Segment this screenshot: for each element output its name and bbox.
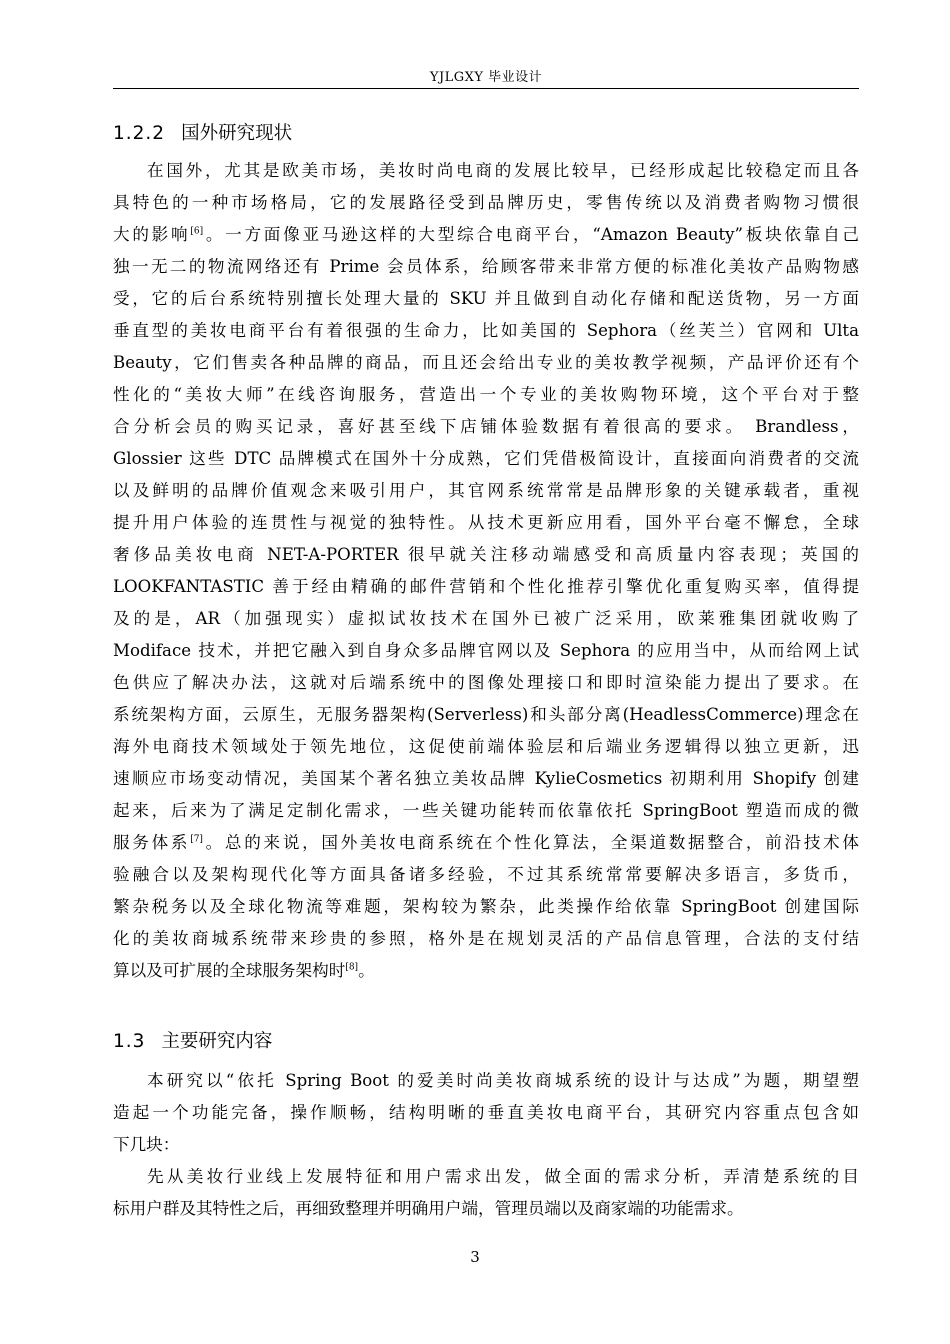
text-run: 具特色的一种市场格局，它的发展路径受到品牌历史，零售传统以及消费者购物习惯很 (113, 193, 859, 212)
text-run: 算以及可扩展的全球服务架构时 (113, 961, 346, 980)
text-run: Glossier 这些 DTC 品牌模式在国外十分成熟，它们凭借极简设计，直接面向消费者的交流 (113, 449, 859, 468)
text-line (113, 315, 859, 347)
text-line (113, 507, 859, 539)
text-run: 及的是，AR（加强现实）虚拟试妆技术在国外已被广泛采用，欧莱雅集团就收购了 (113, 609, 859, 628)
text-run: 。一方面像亚马逊这样的大型综合电商平台，“Amazon Beauty”板块依靠自己 (203, 225, 859, 244)
text-line (113, 1161, 859, 1193)
text-run: 先从美妆行业线上发展特征和用户需求出发，做全面的需求分析，弄清楚系统的目 (147, 1167, 859, 1186)
section-heading-1-2-2 (113, 119, 292, 145)
page-header: YJLGXY 毕业设计 (429, 70, 543, 85)
paragraph-foreign-research (113, 155, 859, 987)
text-line (113, 955, 859, 987)
text-line (113, 283, 859, 315)
text-run: 下几块： (113, 1135, 180, 1154)
text-run: 在国外，尤其是欧美市场，美妆时尚电商的发展比较早，已经形成起比较稳定而且各 (147, 161, 859, 180)
paragraph-research-intro (113, 1065, 859, 1161)
text-run: 性化的“美妆大师”在线咨询服务，营造出一个专业的美妆购物环境，这个平台对于整 (113, 385, 859, 404)
text-run: 垂直型的美妆电商平台有着很强的生命力，比如美国的 Sephora（丝芙兰）官网和 Ulta (113, 321, 859, 340)
text-line (113, 603, 859, 635)
section-heading-1-3 (113, 1027, 272, 1053)
text-run: 系统架构方面，云原生，无服务器架构(Serverless)和头部分离(HeadlessCommerce)理念在 (113, 705, 859, 724)
text-run: 提升用户体验的连贯性与视觉的独特性。从技术更新应用看，国外平台毫不懈怠，全球 (113, 513, 859, 532)
text-line (113, 859, 859, 891)
citation-ref: [6] (190, 226, 204, 237)
text-line (113, 411, 859, 443)
text-run: 受，它的后台系统特别擅长处理大量的 SKU 并且做到自动化存储和配送货物，另一方面 (113, 289, 859, 308)
text-run: 奢侈品美妆电商 NET-A-PORTER 很早就关注移动端感受和高质量内容表现；英国的 (113, 545, 859, 564)
text-run: Beauty，它们售卖各种品牌的商品，而且还会给出专业的美妆教学视频，产品评价还有个 (113, 353, 859, 372)
text-run: 化的美妆商城系统带来珍贵的参照，格外是在规划灵活的产品信息管理，合法的支付结 (113, 929, 859, 948)
text-run: 造起一个功能完备，操作顺畅，结构明晰的垂直美妆电商平台，其研究内容重点包含如 (113, 1103, 859, 1122)
header-rule (113, 88, 859, 89)
text-line (113, 1097, 859, 1129)
section-number: 1.2.2 (113, 123, 166, 144)
page-number: 3 (470, 1248, 480, 1266)
text-run: 验融合以及架构现代化等方面具备诸多经验，不过其系统常常要解决多语言，多货币， (113, 865, 859, 884)
text-line (113, 667, 859, 699)
text-run: LOOKFANTASTIC 善于经由精确的邮件营销和个性化推荐引擎优化重复购买率，值得提 (113, 577, 859, 596)
text-run: 大的影响 (113, 225, 191, 244)
text-line (113, 827, 859, 859)
text-line (113, 923, 859, 955)
text-line (113, 763, 859, 795)
text-line (113, 1193, 859, 1225)
text-run: 色供应了解决办法，这就对后端系统中的图像处理接口和即时渲染能力提出了要求。在 (113, 673, 859, 692)
text-run: 独一无二的物流网络还有 Prime 会员体系，给顾客带来非常方便的标准化美妆产品购物感 (113, 257, 859, 276)
text-line (113, 699, 859, 731)
text-line (113, 795, 859, 827)
text-line (113, 187, 859, 219)
text-run: 。总的来说，国外美妆电商系统在个性化算法，全渠道数据整合，前沿技术体 (202, 833, 860, 852)
text-run: Modiface 技术，并把它融入到自身众多品牌官网以及 Sephora 的应用当中，从而给网上试 (113, 641, 859, 660)
text-line (113, 731, 859, 763)
citation-ref: [8] (345, 962, 359, 973)
paragraph-requirements (113, 1161, 859, 1225)
section-title: 国外研究现状 (181, 123, 293, 144)
text-line (113, 219, 859, 251)
text-run: 海外电商技术领域处于领先地位，这促使前端体验层和后端业务逻辑得以独立更新，迅 (113, 737, 859, 756)
text-run: 本研究以“依托 Spring Boot 的爱美时尚美妆商城系统的设计与达成”为题，期望塑 (147, 1071, 859, 1090)
text-line (113, 251, 859, 283)
text-line (113, 155, 859, 187)
text-line (113, 1065, 859, 1097)
text-run: 繁杂税务以及全球化物流等难题，架构较为繁杂，此类操作给依靠 SpringBoot 创建国际 (113, 897, 859, 916)
text-line (113, 475, 859, 507)
text-line (113, 379, 859, 411)
citation-ref: [7] (190, 834, 203, 845)
text-run: 起来，后来为了满足定制化需求，一些关键功能转而依靠依托 SpringBoot 塑造而成的微 (113, 801, 859, 820)
text-run: 合分析会员的购买记录，喜好甚至线下店铺体验数据有着很高的要求。 Brandless， (113, 417, 859, 436)
text-run: 标用户群及其特性之后，再细致整理并明确用户端，管理员端以及商家端的功能需求。 (113, 1199, 744, 1218)
text-run: 以及鲜明的品牌价值观念来吸引用户，其官网系统常常是品牌形象的关键承载者，重视 (113, 481, 859, 500)
section-number: 1.3 (113, 1031, 146, 1052)
text-line (113, 635, 859, 667)
text-line (113, 347, 859, 379)
text-line (113, 443, 859, 475)
text-line (113, 539, 859, 571)
text-line (113, 1129, 859, 1161)
text-line (113, 891, 859, 923)
section-title: 主要研究内容 (161, 1031, 273, 1052)
text-line (113, 571, 859, 603)
text-run: 服务体系 (113, 833, 191, 852)
text-run: 。 (358, 961, 375, 980)
text-run: 速顺应市场变动情况，美国某个著名独立美妆品牌 KylieCosmetics 初期利用 Shopify 创建 (113, 769, 859, 788)
